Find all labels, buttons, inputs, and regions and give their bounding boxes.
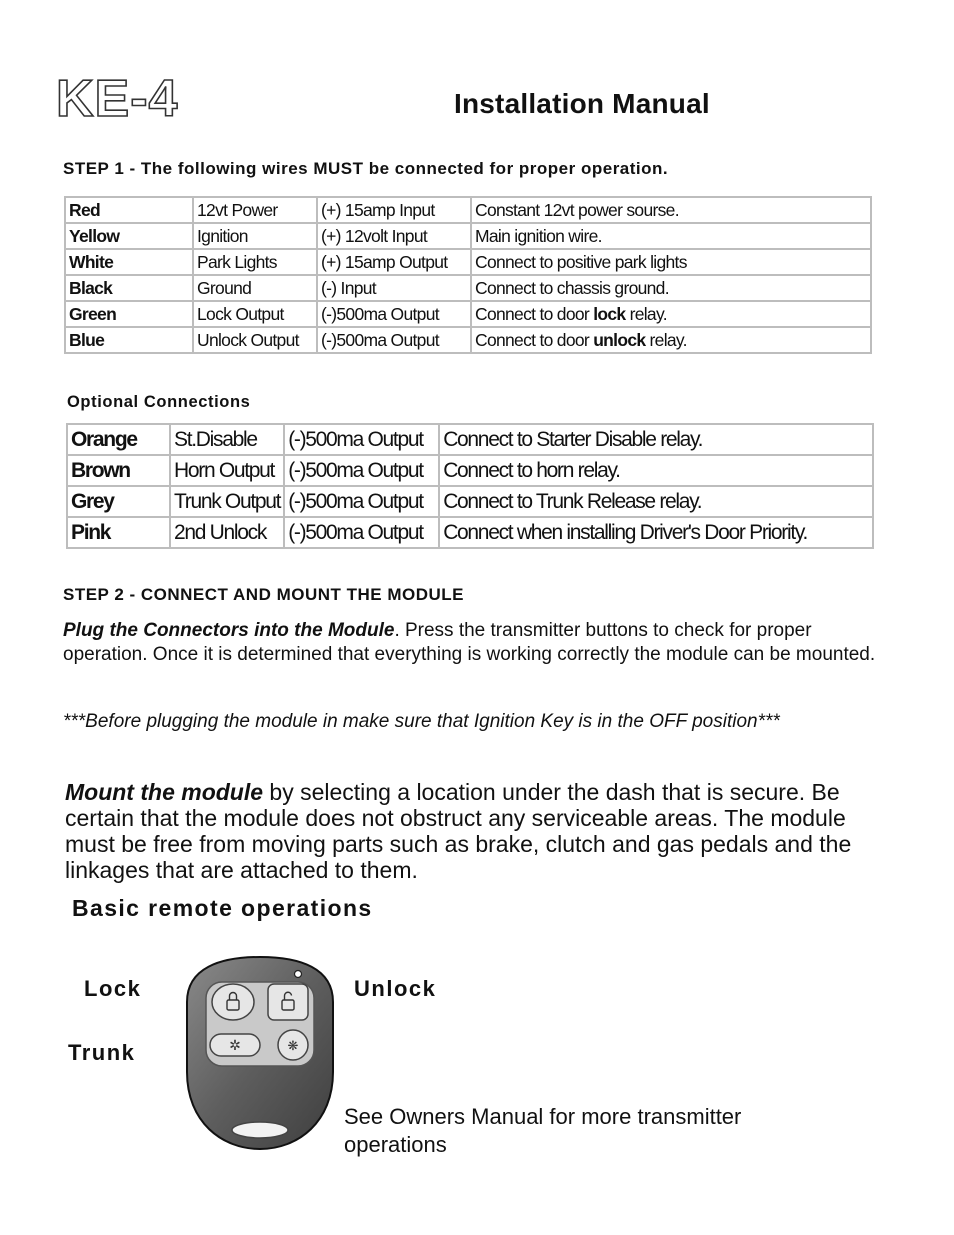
- wire-note-cell: Connect to Trunk Release relay.: [439, 486, 873, 517]
- ke4-logo: [54, 72, 190, 122]
- svg-text:❋: ❋: [287, 1039, 299, 1054]
- wire-function-cell: Ground: [193, 275, 317, 301]
- wire-note-cell: [471, 327, 871, 353]
- mount-text: by selecting a location under the dash that is secure. Be certain that the module does not obstruct any serviceable areas. The module must be free from moving parts such as brake, clutch and gas pedals and the linkages that are attached to them.: [65, 779, 852, 883]
- wire-type-cell: (-)500ma Output: [284, 424, 439, 455]
- table-row: [65, 197, 871, 223]
- wire-note-cell: Connect to Starter Disable relay.: [439, 424, 873, 455]
- note-text: Constant 12vt power sourse.: [475, 199, 679, 220]
- trunk-button-icon: [210, 1034, 260, 1056]
- wire-function-cell: Trunk Output: [170, 486, 284, 517]
- wire-type-cell: (-)500ma Output: [284, 486, 439, 517]
- step1-heading: STEP 1 - The following wires MUST be connected for proper operation.: [63, 159, 669, 178]
- required-wires-table: [64, 196, 872, 354]
- table-row: [65, 223, 871, 249]
- wire-type-cell: (-)500ma Output: [317, 301, 471, 327]
- wire-note-cell: [471, 223, 871, 249]
- table-row: [67, 455, 873, 486]
- wire-color-cell: Brown: [67, 455, 170, 486]
- wire-type-cell: (+) 15amp Input: [317, 197, 471, 223]
- mount-lead: Mount the module: [65, 779, 264, 805]
- page-title: Installation Manual: [454, 88, 710, 119]
- remote-transmitter-illustration: [180, 954, 340, 1154]
- wire-color-cell: Yellow: [65, 223, 193, 249]
- wire-function-cell: Horn Output: [170, 455, 284, 486]
- note-text: Connect to door: [475, 329, 594, 350]
- wire-type-cell: (-) Input: [317, 275, 471, 301]
- unlock-button-icon: [268, 984, 308, 1020]
- wire-function-cell: Park Lights: [193, 249, 317, 275]
- wire-color-cell: White: [65, 249, 193, 275]
- wire-function-cell: Lock Output: [193, 301, 317, 327]
- wire-note-cell: [471, 249, 871, 275]
- wire-note-cell: Connect when installing Driver's Door Priority.: [439, 517, 873, 548]
- optional-connections-heading: Optional Connections: [67, 393, 251, 411]
- wire-type-cell: (+) 15amp Output: [317, 249, 471, 275]
- wire-function-cell: St.Disable: [170, 424, 284, 455]
- wire-color-cell: Orange: [67, 424, 170, 455]
- lock-button-icon: [212, 984, 254, 1020]
- table-row: [65, 249, 871, 275]
- svg-text:✲: ✲: [229, 1038, 241, 1054]
- panic-button-icon: [278, 1030, 308, 1060]
- wire-function-cell: Ignition: [193, 223, 317, 249]
- mount-paragraph: [65, 779, 885, 883]
- remote-operations-heading: Basic remote operations: [72, 895, 373, 921]
- plug-paragraph: [63, 619, 883, 666]
- unlock-label: Unlock: [354, 976, 437, 1001]
- wire-type-cell: (+) 12volt Input: [317, 223, 471, 249]
- note-text-end: relay.: [625, 303, 667, 324]
- wire-color-cell: Red: [65, 197, 193, 223]
- note-emphasis: unlock: [593, 329, 646, 350]
- note-text: Connect to door: [475, 303, 594, 324]
- table-row: [65, 327, 871, 353]
- keyring-slot: [232, 1122, 288, 1138]
- step2-heading: STEP 2 - CONNECT AND MOUNT THE MODULE: [63, 585, 465, 604]
- note-text: Connect to positive park lights: [475, 251, 687, 272]
- logo-text: KE-4: [56, 72, 179, 122]
- wire-note-cell: [471, 275, 871, 301]
- ignition-warning: ***Before plugging the module in make sure that Ignition Key is in the OFF position***: [63, 711, 780, 732]
- table-row: [65, 301, 871, 327]
- wire-color-cell: Blue: [65, 327, 193, 353]
- note-text: Connect to chassis ground.: [475, 277, 669, 298]
- trunk-label: Trunk: [68, 1040, 136, 1065]
- wire-function-cell: 12vt Power: [193, 197, 317, 223]
- plug-lead: Plug the Connectors into the Module: [63, 620, 395, 641]
- plug-text: . Press the transmitter buttons to check for proper operation. Once it is determined that everything is working correctly the module can be mounted.: [63, 620, 876, 665]
- lock-label: Lock: [84, 976, 142, 1001]
- led-icon: [295, 971, 302, 978]
- wire-function-cell: 2nd Unlock: [170, 517, 284, 548]
- wire-color-cell: Green: [65, 301, 193, 327]
- wire-note-cell: [471, 197, 871, 223]
- note-emphasis: lock: [593, 303, 626, 324]
- wire-type-cell: (-)500ma Output: [317, 327, 471, 353]
- wire-color-cell: Pink: [67, 517, 170, 548]
- wire-note-cell: Connect to horn relay.: [439, 455, 873, 486]
- table-row: [67, 517, 873, 548]
- wire-function-cell: Unlock Output: [193, 327, 317, 353]
- wire-color-cell: Black: [65, 275, 193, 301]
- note-text: Main ignition wire.: [475, 225, 602, 246]
- wire-type-cell: (-)500ma Output: [284, 455, 439, 486]
- table-row: [67, 486, 873, 517]
- note-text-end: relay.: [645, 329, 687, 350]
- table-row: [67, 424, 873, 455]
- wire-note-cell: [471, 301, 871, 327]
- table-row: [65, 275, 871, 301]
- optional-wires-table: [66, 423, 874, 549]
- wire-color-cell: Grey: [67, 486, 170, 517]
- owners-manual-note: See Owners Manual for more transmitter operations: [344, 1104, 742, 1157]
- wire-type-cell: (-)500ma Output: [284, 517, 439, 548]
